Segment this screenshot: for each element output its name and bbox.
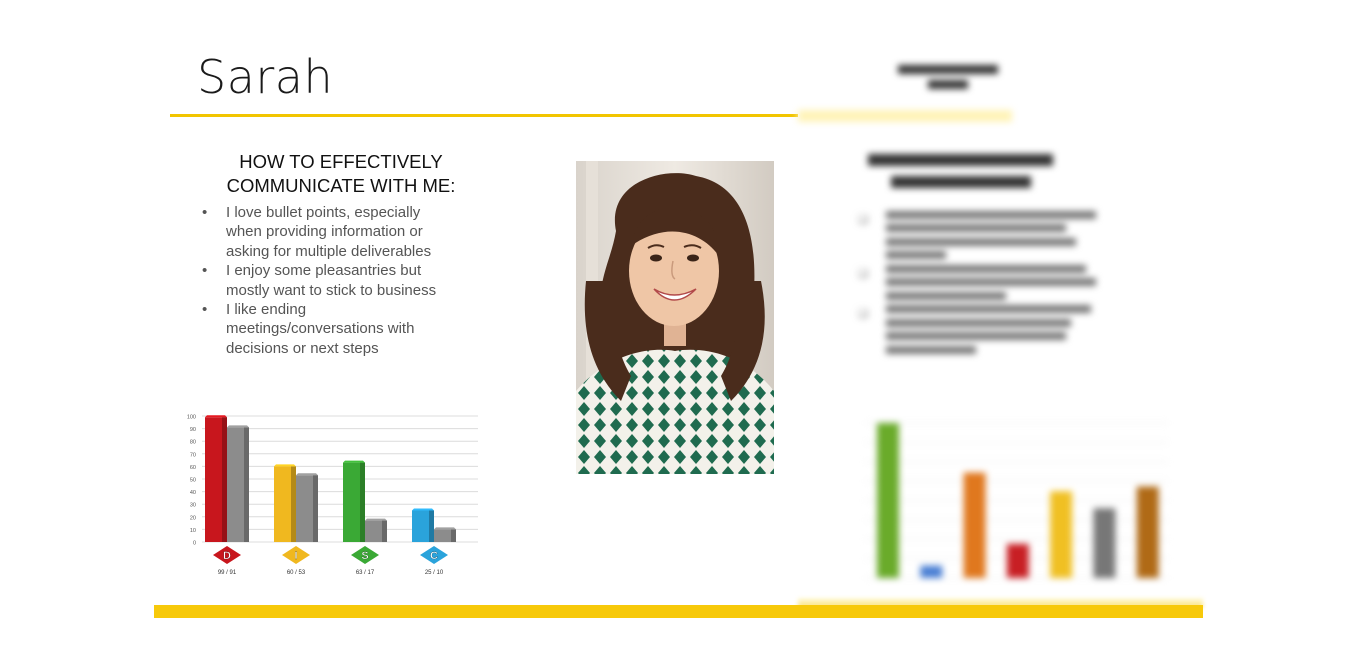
y-tick-label: 10: [189, 527, 196, 534]
bar-side: [429, 511, 434, 543]
bar: [1093, 508, 1115, 578]
category-value-label: 25 / 10: [424, 570, 444, 576]
bar-top: [412, 509, 434, 511]
communication-bullets: [200, 203, 460, 358]
bullet-item: • I like ending meetings/conversations with decisions or next steps: [200, 300, 460, 358]
bar: [1137, 487, 1159, 578]
bar: [877, 423, 899, 578]
bar-side: [360, 463, 365, 542]
bar: [920, 566, 942, 578]
bar: [1007, 544, 1029, 578]
bar-top: [296, 473, 318, 475]
bar-side: [291, 466, 296, 542]
person-name-title: Sarah: [197, 50, 334, 104]
y-tick-label: 60: [189, 464, 196, 471]
disc-bar-chart: [180, 408, 490, 583]
bar: [964, 473, 986, 578]
y-tick-label: 50: [189, 477, 196, 484]
category-letter: C: [430, 550, 438, 562]
bar-top: [365, 519, 387, 521]
blurred-bullet-item: [858, 265, 1103, 300]
y-tick-label: 100: [186, 414, 196, 421]
bullet-item: • I enjoy some pleasantries but mostly want to stick to business: [200, 261, 460, 300]
y-tick-label: 0: [192, 540, 196, 547]
bottom-accent-bar: [154, 605, 1203, 618]
y-tick-label: 40: [189, 490, 196, 497]
blurred-bar-chart: [853, 418, 1173, 593]
bullet-item: • I love bullet points, especially when providing information or asking for multiple deliverables: [200, 203, 460, 261]
y-tick-label: 20: [189, 515, 196, 522]
title-underline: [170, 114, 798, 117]
bar-side: [222, 417, 227, 542]
section-heading: HOW TO EFFECTIVELY COMMUNICATE WITH ME:: [226, 151, 456, 196]
category-value-label: 63 / 17: [355, 570, 375, 576]
bar-side: [451, 529, 456, 542]
category-value-label: 99 / 91: [217, 570, 237, 576]
bar-side: [244, 427, 249, 542]
blurred-title-rule: [798, 110, 1012, 122]
category-letter: I: [294, 550, 298, 562]
category-value-label: 60 / 53: [286, 570, 306, 576]
y-tick-label: 30: [189, 502, 196, 509]
blurred-bullet-item: [858, 305, 1103, 354]
bar-top: [434, 527, 456, 529]
profile-photo: [576, 161, 774, 474]
bar-top: [227, 425, 249, 427]
blurred-bullets: [858, 205, 1103, 359]
bar-top: [274, 464, 296, 466]
bar-top: [205, 415, 227, 417]
bar-side: [313, 475, 318, 542]
bar-top: [343, 461, 365, 463]
blurred-adjacent-slide: [798, 40, 1218, 620]
blurred-title: [893, 62, 1003, 95]
bar: [1050, 491, 1072, 578]
blurred-heading: [863, 150, 1058, 198]
category-letter: D: [223, 550, 231, 562]
y-tick-label: 90: [189, 427, 196, 434]
bar-side: [382, 521, 387, 542]
category-letter: S: [361, 550, 369, 562]
blurred-bullet-item: [858, 211, 1103, 260]
y-tick-label: 80: [189, 439, 196, 446]
y-tick-label: 70: [189, 452, 196, 459]
